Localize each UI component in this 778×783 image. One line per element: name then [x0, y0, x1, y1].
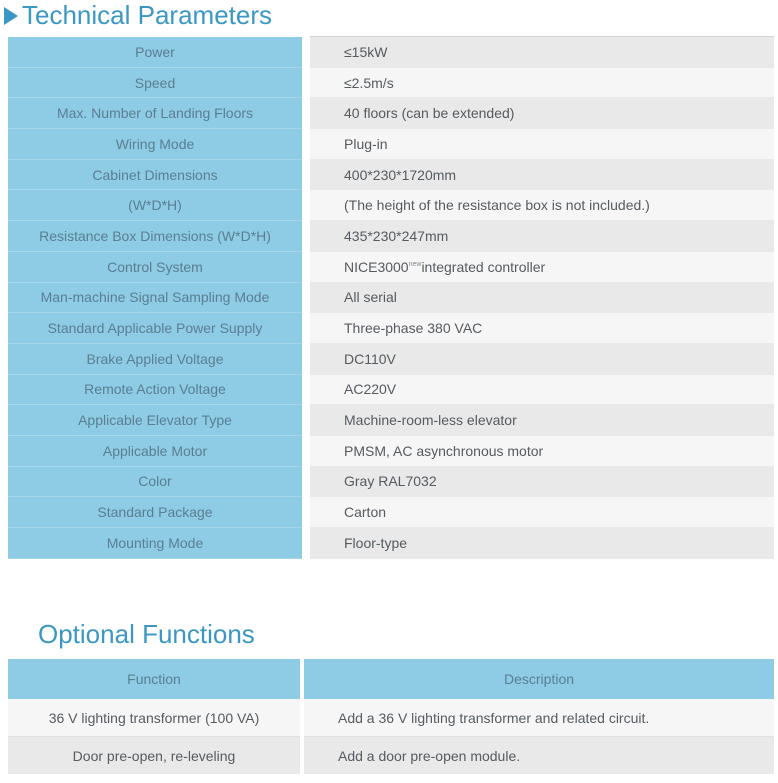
param-label: Max. Number of Landing Floors — [8, 98, 302, 129]
param-value: DC110V — [310, 343, 774, 374]
optional-functions-table — [8, 659, 774, 774]
param-label: Speed — [8, 67, 302, 98]
technical-parameters-title-text: Technical Parameters — [22, 0, 272, 30]
param-value: 40 floors (can be extended) — [310, 98, 774, 129]
param-value: $NICE3000^{new}integrated$ controller — [310, 251, 774, 282]
table-row — [8, 159, 774, 190]
trademark-superscript: new — [408, 260, 422, 268]
table-row — [8, 405, 774, 436]
description-cell: Add a door pre-open module. — [304, 737, 774, 775]
technical-parameters-table — [8, 36, 774, 559]
table-row — [8, 37, 774, 68]
param-value: AC220V — [310, 374, 774, 405]
table-row — [8, 435, 774, 466]
description-cell: Add a 36 V lighting transformer and related circuit. — [304, 699, 774, 737]
function-cell: 36 V lighting transformer (100 VA) — [8, 699, 300, 737]
param-value: ≤15kW — [310, 37, 774, 68]
table-row — [8, 528, 774, 559]
param-value: Plug-in — [310, 129, 774, 160]
param-value: Carton — [310, 497, 774, 528]
table-row — [8, 282, 774, 313]
param-value: 400*230*1720mm — [310, 159, 774, 190]
param-value: ≤2.5m/s — [310, 67, 774, 98]
param-value: Three-phase 380 VAC — [310, 313, 774, 344]
param-label: Mounting Mode — [8, 528, 302, 559]
param-value: Gray RAL7032 — [310, 466, 774, 497]
table-row — [8, 699, 774, 737]
table-row — [8, 98, 774, 129]
param-label: Control System — [8, 251, 302, 282]
param-value: Machine-room-less elevator — [310, 405, 774, 436]
play-triangle-icon — [4, 7, 18, 25]
param-label: Standard Package — [8, 497, 302, 528]
table-row — [8, 737, 774, 775]
param-label: Man-machine Signal Sampling Mode — [8, 282, 302, 313]
param-value: 435*230*247mm — [310, 221, 774, 252]
param-label: Wiring Mode — [8, 129, 302, 160]
param-label: Power — [8, 37, 302, 68]
param-label: Resistance Box Dimensions (W*D*H) — [8, 221, 302, 252]
table-row — [8, 497, 774, 528]
param-label: Brake Applied Voltage — [8, 343, 302, 374]
table-row — [8, 129, 774, 160]
technical-parameters-title — [4, 0, 272, 30]
table-row — [8, 374, 774, 405]
param-value: Floor-type — [310, 528, 774, 559]
param-value: (The height of the resistance box is not included.) — [310, 190, 774, 221]
param-label: Remote Action Voltage — [8, 374, 302, 405]
table-row — [8, 313, 774, 344]
param-label: Standard Applicable Power Supply — [8, 313, 302, 344]
table-row — [8, 343, 774, 374]
param-label: (W*D*H) — [8, 190, 302, 221]
table-row — [8, 221, 774, 252]
table-row — [8, 466, 774, 497]
function-cell: Door pre-open, re-leveling — [8, 737, 300, 775]
description-column-header: Description — [304, 659, 774, 699]
param-value: All serial — [310, 282, 774, 313]
function-column-header: Function — [8, 659, 300, 699]
optional-functions-title: Optional Functions — [38, 619, 255, 649]
table-row — [8, 67, 774, 98]
param-label: Applicable Elevator Type — [8, 405, 302, 436]
table-row — [8, 251, 774, 282]
param-label: Applicable Motor — [8, 435, 302, 466]
param-label: Color — [8, 466, 302, 497]
param-label: Cabinet Dimensions — [8, 159, 302, 190]
table-header-row — [8, 659, 774, 699]
table-row — [8, 190, 774, 221]
param-value: PMSM, AC asynchronous motor — [310, 435, 774, 466]
